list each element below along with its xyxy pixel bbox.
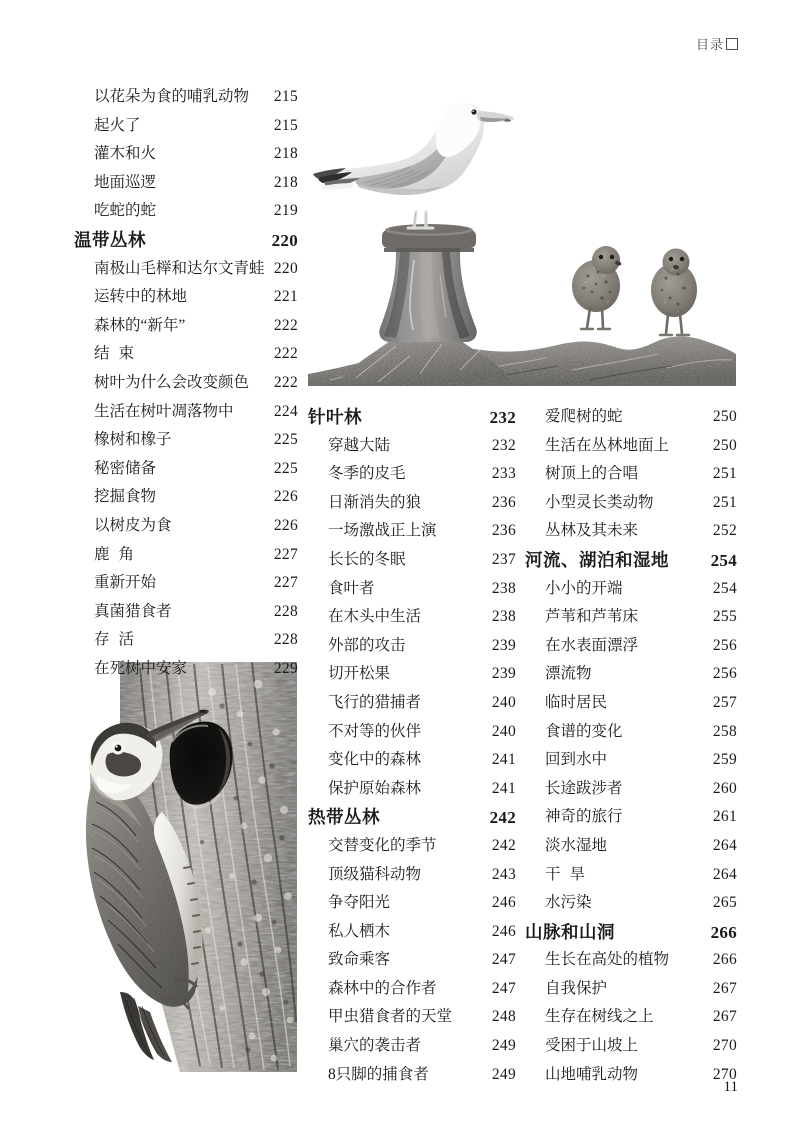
- toc-entry[interactable]: [525, 576, 737, 605]
- page-number: 11: [723, 1079, 738, 1095]
- toc-entry-page-number: 218: [273, 173, 298, 191]
- toc-entry[interactable]: [74, 513, 298, 542]
- toc-entry-page-number: 265: [712, 894, 737, 912]
- toc-entry[interactable]: [74, 427, 298, 456]
- toc-entry-label: 一场激战正上演: [328, 522, 437, 540]
- toc-entry[interactable]: [308, 461, 516, 490]
- toc-entry-label: 食谱的变化: [545, 722, 623, 740]
- toc-entry-page-number: 222: [273, 316, 298, 334]
- toc-entry-page-number: 254: [710, 550, 737, 570]
- toc-entry-label: 生存在树线之上: [545, 1008, 654, 1026]
- toc-entry-label: 日渐消失的狼: [328, 493, 422, 511]
- toc-entry-label: 真菌猎食者: [94, 602, 172, 620]
- toc-entry-label: 树叶为什么会改变颜色: [94, 373, 250, 391]
- toc-entry[interactable]: [74, 456, 298, 485]
- toc-entry-label: 受困于山坡上: [545, 1037, 639, 1055]
- toc-entry-label: 针叶林: [308, 407, 362, 427]
- toc-entry-page-number: 239: [491, 665, 516, 683]
- toc-entry-page-number: 259: [712, 751, 737, 769]
- toc-entry-page-number: 236: [491, 522, 516, 540]
- toc-entry-label: 长途跋涉者: [545, 779, 623, 797]
- toc-entry-page-number: 226: [273, 516, 298, 534]
- toc-entry-label: 山地哺乳动物: [545, 1065, 639, 1083]
- toc-entry-page-number: 232: [489, 408, 516, 427]
- toc-entry-page-number: 266: [712, 951, 737, 969]
- toc-entry-label: 在水表面漂浮: [545, 636, 639, 654]
- toc-entry[interactable]: [308, 719, 516, 748]
- toc-entry[interactable]: [525, 433, 737, 462]
- toc-entry[interactable]: [74, 399, 298, 428]
- missing-glyph-box-icon: [726, 38, 738, 50]
- toc-entry-page-number: 246: [491, 894, 516, 912]
- toc-entry[interactable]: [525, 490, 737, 519]
- toc-entry[interactable]: [525, 976, 737, 1005]
- toc-entry[interactable]: [74, 313, 298, 342]
- toc-entry-page-number: 251: [712, 493, 737, 511]
- toc-entry[interactable]: [74, 627, 298, 656]
- toc-entry-page-number: 227: [273, 574, 298, 592]
- toc-entry-label: 挖掘食物: [94, 488, 157, 506]
- toc-entry-label: 橡树和橡子: [94, 431, 172, 449]
- toc-entry-page-number: 220: [271, 230, 298, 250]
- toc-section-heading[interactable]: [525, 547, 737, 576]
- toc-entry[interactable]: [308, 576, 516, 605]
- toc-section-heading[interactable]: [525, 919, 737, 948]
- toc-entry-label: 在木头中生活: [328, 608, 422, 626]
- toc-entry[interactable]: [74, 198, 298, 227]
- toc-entry[interactable]: [74, 570, 298, 599]
- toc-entry[interactable]: [74, 256, 298, 285]
- toc-entry-page-number: 238: [491, 579, 516, 597]
- toc-entry-label: 丛林及其未来: [545, 522, 639, 540]
- toc-entry[interactable]: [308, 690, 516, 719]
- toc-entry[interactable]: [74, 141, 298, 170]
- toc-entry-label: 漂流物: [545, 665, 592, 683]
- toc-entry-page-number: 252: [712, 522, 737, 540]
- toc-entry-page-number: 228: [273, 602, 298, 620]
- toc-column-right: [525, 404, 737, 1090]
- toc-entry-label: 运转中的林地: [94, 288, 188, 306]
- toc-entry-label: 以花朵为食的哺乳动物: [94, 88, 250, 105]
- toc-entry[interactable]: [525, 833, 737, 862]
- running-head: [696, 34, 738, 53]
- toc-entry-page-number: 242: [491, 836, 516, 854]
- toc-entry[interactable]: [308, 747, 516, 776]
- toc-entry-page-number: 219: [273, 202, 298, 220]
- toc-entry-label: 起火了: [94, 116, 141, 134]
- toc-entry-page-number: 264: [712, 836, 737, 854]
- toc-entry[interactable]: [525, 1004, 737, 1033]
- toc-entry[interactable]: [308, 1004, 516, 1033]
- toc-entry-page-number: 250: [712, 436, 737, 454]
- toc-entry[interactable]: [308, 833, 516, 862]
- toc-entry-label: 灌木和火: [94, 145, 157, 163]
- toc-entry-label: 生活在丛林地面上: [545, 436, 670, 454]
- toc-entry-label: 甲虫猎食者的天堂: [328, 1008, 453, 1026]
- toc-entry-page-number: 257: [712, 693, 737, 711]
- toc-entry-page-number: 241: [491, 751, 516, 769]
- toc-entry-page-number: 260: [712, 779, 737, 797]
- toc-entry-page-number: 224: [273, 402, 298, 420]
- toc-entry-page-number: 249: [491, 1065, 516, 1083]
- toc-entry-label: 地面巡逻: [94, 173, 157, 191]
- toc-entry-label: 变化中的森林: [328, 751, 422, 769]
- toc-entry-label: 8只脚的捕食者: [328, 1065, 429, 1083]
- toc-section-heading[interactable]: [308, 404, 516, 433]
- toc-entry-label: 穿越大陆: [328, 436, 391, 454]
- toc-entry-label: 生活在树叶凋落物中: [94, 402, 234, 420]
- toc-entry-page-number: 236: [491, 493, 516, 511]
- toc-entry-label: 私人栖木: [328, 922, 391, 940]
- toc-entry-label: 小型灵长类动物: [545, 493, 654, 511]
- toc-entry-page-number: 248: [491, 1008, 516, 1026]
- toc-entry[interactable]: [308, 947, 516, 976]
- toc-entry[interactable]: [74, 341, 298, 370]
- toc-entry[interactable]: [308, 919, 516, 948]
- toc-entry[interactable]: [308, 776, 516, 805]
- toc-entry-label: 秘密储备: [94, 459, 157, 477]
- toc-entry-page-number: 246: [491, 922, 516, 940]
- toc-entry-page-number: 232: [491, 436, 516, 454]
- toc-entry-label: 在死树中安家: [94, 659, 188, 677]
- toc-entry-page-number: 258: [712, 722, 737, 740]
- toc-entry-page-number: 233: [491, 465, 516, 483]
- toc-entry[interactable]: [308, 890, 516, 919]
- toc-entry-page-number: 226: [273, 488, 298, 506]
- toc-column-left: [74, 84, 298, 684]
- toc-entry-page-number: 222: [273, 373, 298, 391]
- toc-entry[interactable]: [525, 747, 737, 776]
- toc-entry-label: 争夺阳光: [328, 894, 391, 912]
- woodpecker-at-nest-hole-photo: [62, 659, 298, 1072]
- toc-entry-page-number: 237: [491, 550, 516, 568]
- toc-entry-page-number: 228: [273, 631, 298, 649]
- toc-entry[interactable]: [308, 862, 516, 891]
- toc-entry-label: 存活: [94, 631, 144, 649]
- toc-entry-label: 神奇的旅行: [545, 808, 623, 826]
- toc-entry[interactable]: [74, 484, 298, 513]
- toc-entry-label: 巢穴的袭击者: [328, 1037, 422, 1055]
- toc-entry-page-number: 222: [273, 345, 298, 363]
- toc-entry-page-number: 221: [273, 288, 298, 306]
- toc-entry-page-number: 225: [273, 431, 298, 449]
- toc-entry-label: 交替变化的季节: [328, 836, 437, 854]
- toc-entry-label: 南极山毛榉和达尔文青蛙: [94, 259, 265, 277]
- toc-section-heading[interactable]: [308, 804, 516, 833]
- toc-entry-label: 回到水中: [545, 751, 608, 769]
- toc-entry-page-number: 239: [491, 636, 516, 654]
- toc-entry-label: 树顶上的合唱: [545, 465, 639, 483]
- toc-entry-page-number: 241: [491, 779, 516, 797]
- toc-entry[interactable]: [525, 518, 737, 547]
- toc-entry[interactable]: [308, 661, 516, 690]
- toc-entry-label: 吃蛇的蛇: [94, 202, 157, 220]
- toc-entry-page-number: 266: [710, 922, 737, 942]
- toc-entry-page-number: 242: [489, 808, 516, 828]
- toc-entry-label: 顶级猫科动物: [328, 865, 422, 883]
- toc-entry-label: 不对等的伙伴: [328, 722, 422, 740]
- toc-entry[interactable]: [74, 113, 298, 142]
- toc-entry-label: 热带丛林: [308, 807, 380, 828]
- toc-entry-label: 森林中的合作者: [328, 979, 437, 997]
- toc-entry[interactable]: [525, 690, 737, 719]
- toc-entry-page-number: 256: [712, 636, 737, 654]
- toc-entry-label: 山脉和山洞: [525, 921, 615, 942]
- running-head-label: 目录: [695, 37, 724, 52]
- toc-entry-label: 森林的“新年”: [94, 316, 186, 334]
- toc-entry[interactable]: [74, 656, 298, 685]
- toc-entry-label: 淡水湿地: [545, 836, 608, 854]
- toc-entry[interactable]: [308, 547, 516, 576]
- toc-entry[interactable]: [525, 604, 737, 633]
- toc-entry-page-number: 227: [273, 545, 298, 563]
- toc-entry[interactable]: [308, 604, 516, 633]
- toc-entry-page-number: 255: [712, 608, 737, 626]
- toc-entry-page-number: 247: [491, 979, 516, 997]
- toc-entry[interactable]: [74, 542, 298, 571]
- toc-entry-label: 以树皮为食: [94, 516, 172, 534]
- toc-entry-label: 致命乘客: [328, 951, 391, 969]
- toc-entry-label: 温带丛林: [74, 229, 146, 250]
- toc-entry[interactable]: [74, 599, 298, 628]
- toc-entry-label: 小小的开端: [545, 579, 623, 597]
- toc-entry-page-number: 250: [712, 408, 737, 425]
- toc-entry[interactable]: [74, 370, 298, 399]
- toc-entry-page-number: 215: [273, 88, 298, 105]
- toc-entry-label: 芦苇和芦苇床: [545, 608, 639, 626]
- toc-entry-page-number: 238: [491, 608, 516, 626]
- toc-entry-label: 自我保护: [545, 979, 608, 997]
- toc-entry[interactable]: [308, 1062, 516, 1091]
- toc-entry-page-number: 267: [712, 979, 737, 997]
- toc-entry-page-number: 261: [712, 808, 737, 826]
- toc-entry[interactable]: [308, 518, 516, 547]
- toc-entry-label: 临时居民: [545, 693, 608, 711]
- toc-entry-page-number: 254: [712, 579, 737, 597]
- toc-entry[interactable]: [525, 1033, 737, 1062]
- toc-entry-page-number: 264: [712, 865, 737, 883]
- toc-entry[interactable]: [525, 804, 737, 833]
- toc-entry-page-number: 247: [491, 951, 516, 969]
- toc-entry[interactable]: [525, 1062, 737, 1091]
- toc-entry-label: 长长的冬眠: [328, 550, 406, 568]
- toc-entry[interactable]: [74, 84, 298, 113]
- toc-entry-label: 保护原始森林: [328, 779, 422, 797]
- toc-entry-label: 飞行的猎捕者: [328, 693, 422, 711]
- toc-entry[interactable]: [525, 661, 737, 690]
- toc-entry-page-number: 218: [273, 145, 298, 163]
- toc-entry-page-number: 240: [491, 693, 516, 711]
- toc-entry-page-number: 256: [712, 665, 737, 683]
- toc-entry-page-number: 240: [491, 722, 516, 740]
- seagull-on-chimney-pot-photo: [300, 78, 740, 386]
- toc-entry[interactable]: [525, 862, 737, 891]
- toc-entry[interactable]: [308, 633, 516, 662]
- toc-entry-label: 重新开始: [94, 574, 157, 592]
- toc-entry[interactable]: [74, 170, 298, 199]
- toc-entry[interactable]: [525, 461, 737, 490]
- toc-entry[interactable]: [525, 776, 737, 805]
- toc-entry[interactable]: [525, 404, 737, 433]
- toc-entry-page-number: 243: [491, 865, 516, 883]
- toc-entry-page-number: 270: [712, 1065, 737, 1083]
- toc-entry[interactable]: [308, 1033, 516, 1062]
- toc-entry-label: 鹿角: [94, 545, 144, 563]
- toc-entry-label: 河流、湖泊和湿地: [525, 549, 669, 570]
- toc-entry-page-number: 220: [273, 259, 298, 277]
- toc-entry-label: 爱爬树的蛇: [545, 408, 623, 425]
- toc-entry-page-number: 225: [273, 459, 298, 477]
- toc-entry[interactable]: [308, 433, 516, 462]
- toc-entry-label: 外部的攻击: [328, 636, 406, 654]
- toc-entry[interactable]: [525, 633, 737, 662]
- toc-section-heading[interactable]: [74, 227, 298, 256]
- toc-entry-page-number: 270: [712, 1037, 737, 1055]
- toc-entry-label: 生长在高处的植物: [545, 951, 670, 969]
- toc-entry[interactable]: [525, 719, 737, 748]
- toc-entry-page-number: 249: [491, 1037, 516, 1055]
- toc-entry[interactable]: [308, 976, 516, 1005]
- toc-entry-label: 切开松果: [328, 665, 391, 683]
- toc-entry[interactable]: [74, 284, 298, 313]
- toc-column-middle: [308, 404, 516, 1090]
- toc-entry[interactable]: [525, 890, 737, 919]
- toc-entry[interactable]: [308, 490, 516, 519]
- toc-entry-label: 冬季的皮毛: [328, 465, 406, 483]
- toc-entry-page-number: 251: [712, 465, 737, 483]
- toc-entry-label: 水污染: [545, 894, 592, 912]
- toc-entry-label: 结束: [94, 345, 144, 363]
- toc-entry[interactable]: [525, 947, 737, 976]
- toc-entry-page-number: 215: [273, 116, 298, 134]
- toc-entry-label: 干旱: [545, 865, 595, 883]
- toc-entry-page-number: 267: [712, 1008, 737, 1026]
- toc-entry-page-number: 229: [273, 659, 298, 677]
- toc-entry-label: 食叶者: [328, 579, 375, 597]
